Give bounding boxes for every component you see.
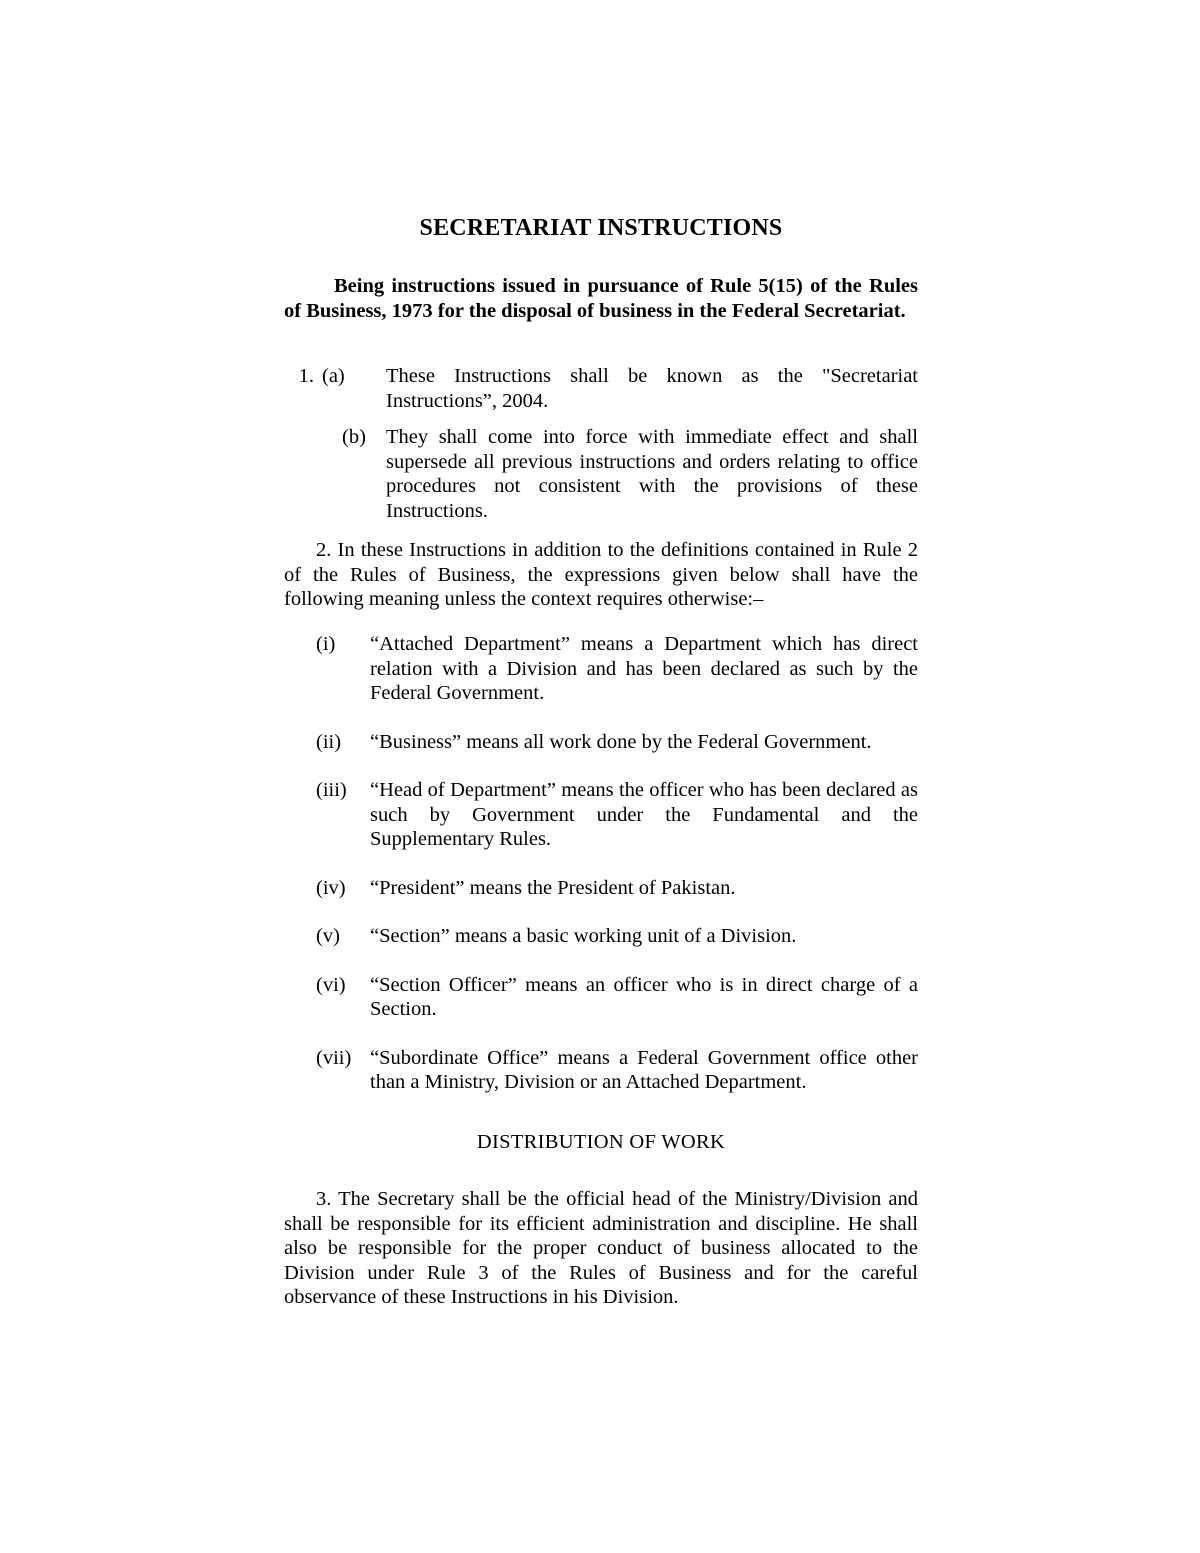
definition-item [284, 730, 918, 755]
definition-text: “Subordinate Office” means a Federal Government office other than a Ministry, Division or an Attached Department. [370, 1046, 918, 1093]
definition-label: (ii) [316, 730, 342, 753]
definition-item [284, 924, 918, 949]
definition-label: (vii) [316, 1046, 352, 1069]
item-text: These Instructions shall be known as the "Secretariat Instructions”, 2004. [386, 365, 918, 412]
definition-label: (i) [316, 633, 336, 655]
definition-item [284, 973, 918, 1022]
paragraph-2: 2. In these Instructions in addition to the definitions contained in Rule 2 of the Rules of Business, the expressions given below shall have the following meaning unless the context requires otherwise:– [284, 539, 918, 610]
definition-text: “President” means the President of Pakistan. [370, 876, 736, 899]
definition-label: (iv) [316, 876, 346, 899]
paragraph-1 [284, 364, 918, 535]
definition-item [284, 778, 918, 852]
document-title: SECRETARIAT INSTRUCTIONS [419, 215, 783, 241]
definition-text: “Section Officer” means an officer who is in direct charge of a Section. [370, 973, 918, 1020]
item-label: (b) [342, 426, 366, 448]
definition-text: “Attached Department” means a Department which has direct relation with a Division and has been declared as such by the Federal Government. [370, 633, 918, 704]
definition-text: “Section” means a basic working unit of a Division. [370, 925, 797, 947]
paragraph-1-item-a [284, 364, 918, 413]
preamble: Being instructions issued in pursuance of Rule 5(15) of the Rules of Business, 1973 for the disposal of business in the Federal Secretariat. [284, 275, 918, 322]
item-text: They shall come into force with immediate effect and shall supersede all previous instructions and orders relating to office procedures not consistent with the provisions of these Instructions. [386, 426, 918, 522]
paragraph-1-item-b [284, 425, 918, 523]
definition-label: (v) [316, 925, 340, 947]
section-heading: DISTRIBUTION OF WORK [476, 1131, 726, 1153]
definition-label: (iii) [316, 779, 347, 801]
paragraph-number: 1. [298, 365, 314, 387]
definition-text: “Head of Department” means the officer who has been declared as such by Government under the Fundamental and the Supplementary Rules. [370, 779, 918, 850]
definition-item [284, 1046, 918, 1095]
definition-item [284, 632, 918, 706]
item-label: (a) [322, 365, 345, 387]
definition-label: (vi) [316, 973, 346, 996]
definitions-list [284, 632, 918, 1119]
definition-text: “Business” means all work done by the Federal Government. [370, 730, 872, 753]
paragraph-3: 3. The Secretary shall be the official head of the Ministry/Division and shall be responsible for its efficient administration and discipline. He shall also be responsible for the proper conduct of business allocated to the Division under Rule 3 of the Rules of Business and for the careful observance of these Instructions in his Division. [284, 1188, 918, 1308]
definition-item [284, 876, 918, 901]
